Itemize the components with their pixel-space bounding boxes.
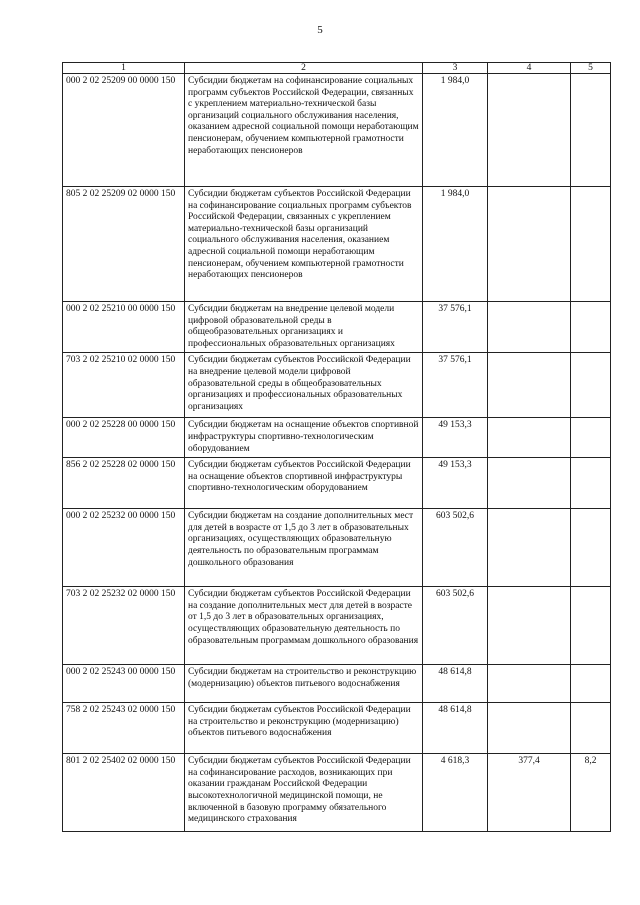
budget-code-cell: 805 2 02 25209 02 0000 150 <box>63 187 185 302</box>
column-4-cell <box>488 458 571 509</box>
budget-revenue-table <box>62 62 611 832</box>
table-header-row <box>63 63 611 74</box>
column-5-cell <box>571 509 611 587</box>
table-row <box>63 509 611 587</box>
column-4-cell <box>488 74 571 187</box>
amount-cell: 49 153,3 <box>423 458 488 509</box>
column-header-2: 2 <box>185 63 423 74</box>
column-4-cell <box>488 665 571 703</box>
column-5-cell <box>571 353 611 418</box>
budget-code-cell: 000 2 02 25209 00 0000 150 <box>63 74 185 187</box>
table-row <box>63 587 611 665</box>
budget-code-cell: 000 2 02 25228 00 0000 150 <box>63 418 185 458</box>
description-cell: Субсидии бюджетам субъектов Российской Федерации на оснащение объектов спортивной инфраструктуры спортивно-технологическим оборудованием <box>185 458 423 509</box>
budget-code-cell: 000 2 02 25232 00 0000 150 <box>63 509 185 587</box>
column-5-cell <box>571 665 611 703</box>
amount-cell: 603 502,6 <box>423 509 488 587</box>
description-cell: Субсидии бюджетам на внедрение целевой модели цифровой образовательной среды в общеобразовательных организациях и профессиональных образовательных организациях <box>185 302 423 353</box>
table-row <box>63 665 611 703</box>
amount-cell: 49 153,3 <box>423 418 488 458</box>
description-cell: Субсидии бюджетам субъектов Российской Федерации на софинансирование социальных программ субъектов Российской Федерации, связанных с укреплением материально-технической базы организаций социального обслуживания населения, оказанием адресной социальной помощи неработающим пенсионерам, обучением компьютерной грамотности неработающих пенсионеров <box>185 187 423 302</box>
amount-cell: 603 502,6 <box>423 587 488 665</box>
column-4-cell <box>488 587 571 665</box>
description-cell: Субсидии бюджетам на создание дополнительных мест для детей в возрасте от 1,5 до 3 лет в образовательных организациях, осуществляющих образовательную деятельность по образовательным программам дошкольного образования <box>185 509 423 587</box>
table-row <box>63 458 611 509</box>
column-header-1: 1 <box>63 63 185 74</box>
amount-cell: 37 576,1 <box>423 353 488 418</box>
description-cell: Субсидии бюджетам на софинансирование социальных программ субъектов Российской Федерации, связанных с укреплением материально-технической базы организаций социального обслуживания населения, оказанием адресной социальной помощи неработающим пенсионерам, обучением компьютерной грамотности неработающих пенсионеров <box>185 74 423 187</box>
description-cell: Субсидии бюджетам на строительство и реконструкцию (модернизацию) объектов питьевого водоснабжения <box>185 665 423 703</box>
budget-code-cell: 856 2 02 25228 02 0000 150 <box>63 458 185 509</box>
budget-code-cell: 801 2 02 25402 02 0000 150 <box>63 754 185 832</box>
column-header-3: 3 <box>423 63 488 74</box>
table-row <box>63 302 611 353</box>
description-cell: Субсидии бюджетам субъектов Российской Федерации на строительство и реконструкцию (модернизацию) объектов питьевого водоснабжения <box>185 703 423 754</box>
column-4-cell <box>488 187 571 302</box>
table-row <box>63 703 611 754</box>
budget-code-cell: 000 2 02 25243 00 0000 150 <box>63 665 185 703</box>
description-cell: Субсидии бюджетам субъектов Российской Федерации на создание дополнительных мест для детей в возрасте от 1,5 до 3 лет в образовательных организациях, осуществляющих образовательную деятельность по образовательным программам дошкольного образования <box>185 587 423 665</box>
table-row <box>63 418 611 458</box>
description-cell: Субсидии бюджетам субъектов Российской Федерации на софинансирование расходов, возникающих при оказании гражданам Российской Федерации высокотехнологичной медицинской помощи, не включенной в базовую программу обязательного медицинского страхования <box>185 754 423 832</box>
column-4-cell <box>488 418 571 458</box>
amount-cell: 1 984,0 <box>423 74 488 187</box>
column-5-cell <box>571 458 611 509</box>
table-row <box>63 754 611 832</box>
description-cell: Субсидии бюджетам субъектов Российской Федерации на внедрение целевой модели цифровой образовательной среды в общеобразовательных организациях и профессиональных образовательных организациях <box>185 353 423 418</box>
column-4-cell <box>488 509 571 587</box>
budget-code-cell: 000 2 02 25210 00 0000 150 <box>63 302 185 353</box>
budget-code-cell: 703 2 02 25232 02 0000 150 <box>63 587 185 665</box>
column-5-cell <box>571 703 611 754</box>
amount-cell: 48 614,8 <box>423 665 488 703</box>
amount-cell: 37 576,1 <box>423 302 488 353</box>
table-row <box>63 353 611 418</box>
page-number: 5 <box>317 24 323 36</box>
column-5-cell <box>571 587 611 665</box>
column-4-cell: 377,4 <box>488 754 571 832</box>
column-4-cell <box>488 302 571 353</box>
description-cell: Субсидии бюджетам на оснащение объектов спортивной инфраструктуры спортивно-технологическим оборудованием <box>185 418 423 458</box>
table-row <box>63 74 611 187</box>
column-5-cell: 8,2 <box>571 754 611 832</box>
budget-code-cell: 758 2 02 25243 02 0000 150 <box>63 703 185 754</box>
budget-code-cell: 703 2 02 25210 02 0000 150 <box>63 353 185 418</box>
column-5-cell <box>571 302 611 353</box>
amount-cell: 48 614,8 <box>423 703 488 754</box>
column-4-cell <box>488 353 571 418</box>
column-5-cell <box>571 74 611 187</box>
column-header-4: 4 <box>488 63 571 74</box>
column-5-cell <box>571 187 611 302</box>
table-row <box>63 187 611 302</box>
column-header-5: 5 <box>571 63 611 74</box>
column-4-cell <box>488 703 571 754</box>
amount-cell: 1 984,0 <box>423 187 488 302</box>
column-5-cell <box>571 418 611 458</box>
amount-cell: 4 618,3 <box>423 754 488 832</box>
